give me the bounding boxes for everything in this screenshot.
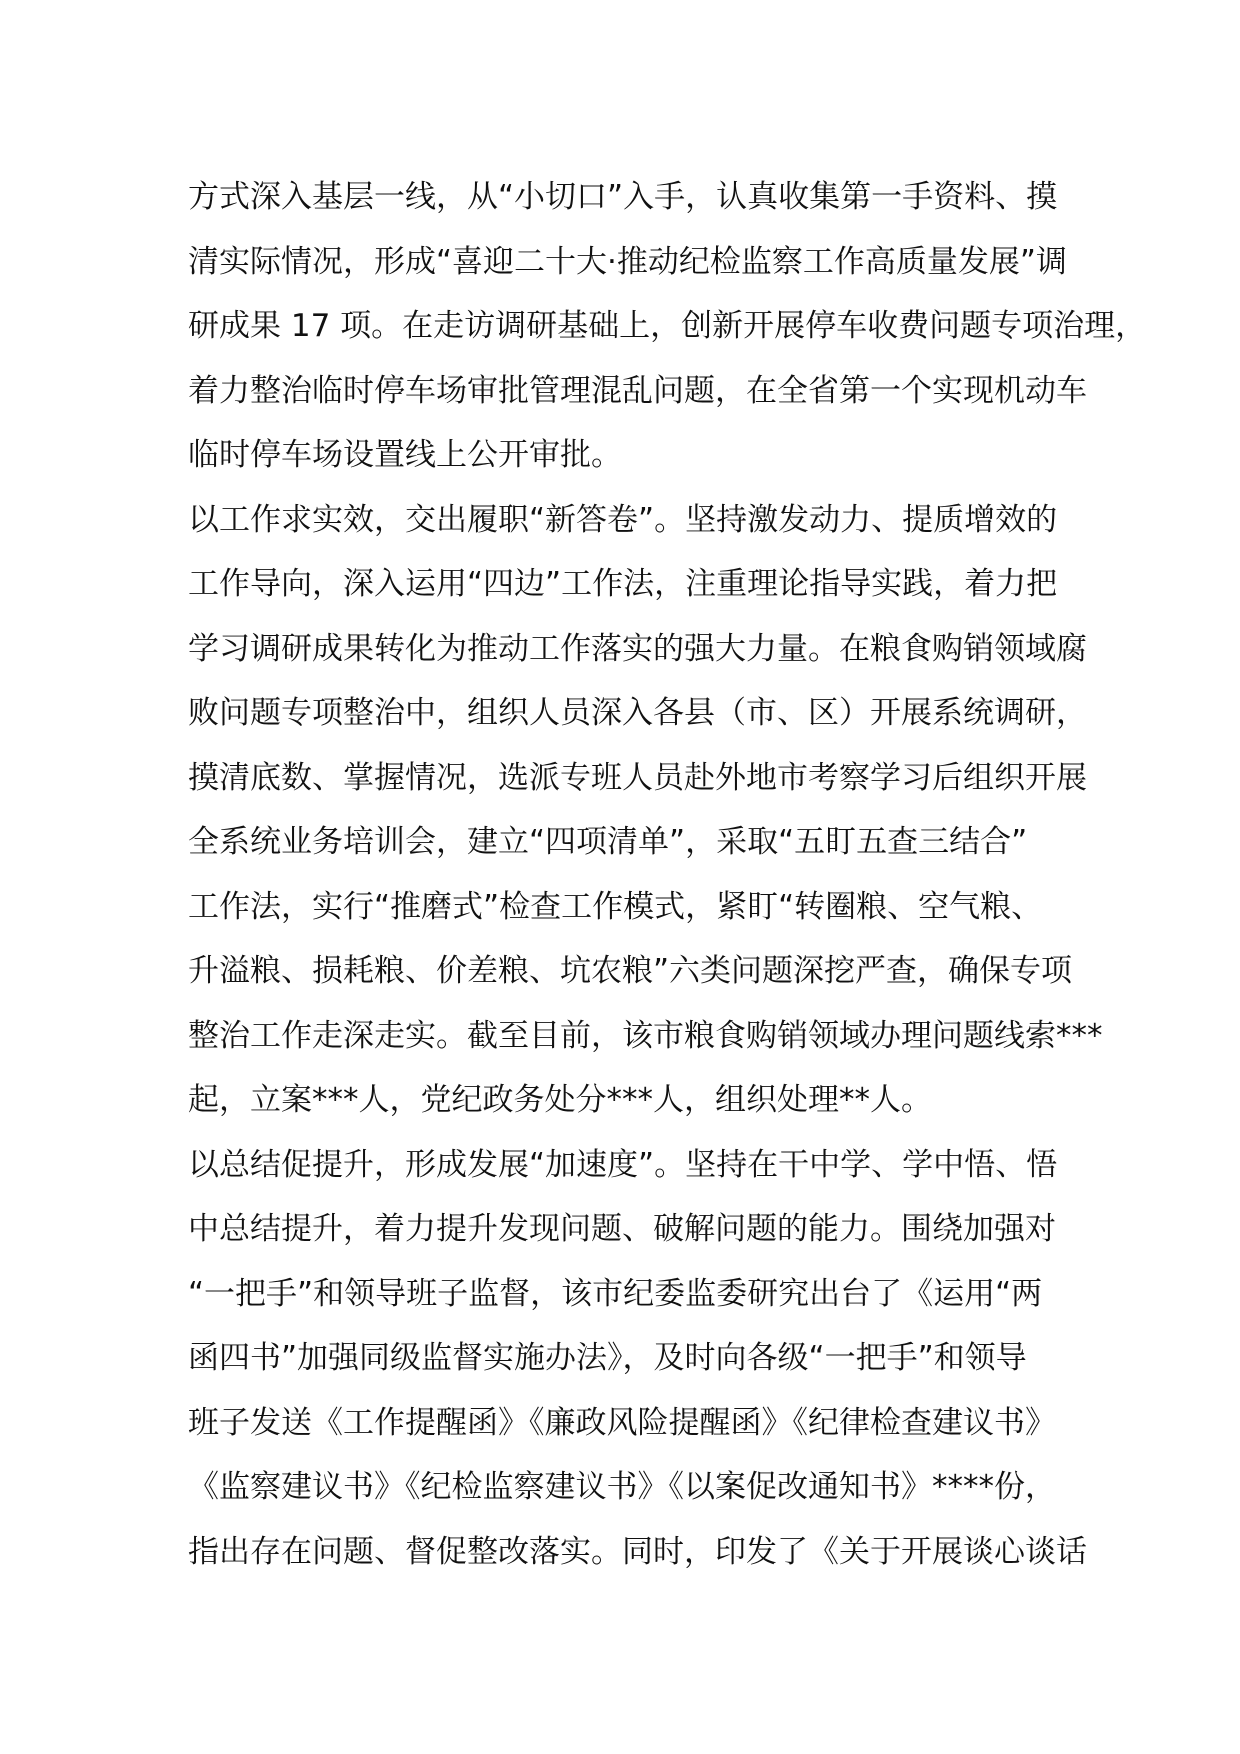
text-line: 败问题专项整治中，组织人员深入各县（市、区）开展系统调研，: [188, 695, 1087, 731]
text-line: 工作法，实行“推磨式”检查工作模式，紧盯“转圈粮、空气粮、: [188, 888, 1043, 925]
text-line: 以工作求实效，交出履职“新答卷”。坚持激发动力、提质增效的: [188, 501, 1058, 538]
text-line: “一把手”和领导班子监督，该市纪委监委研究出台了《运用“两: [188, 1275, 1043, 1312]
text-line: 着力整治临时停车场审批管理混乱问题，在全省第一个实现机动车: [188, 372, 1087, 409]
text-line: 临时停车场设置线上公开审批。: [188, 437, 622, 473]
text-line: 中总结提升，着力提升发现问题、破解问题的能力。围绕加强对: [188, 1211, 1056, 1247]
text-line: 清实际情况，形成“喜迎二十大·推动纪检监察工作高质量发展”调: [188, 243, 1067, 280]
text-line: 班子发送《工作提醒函》《廉政风险提醒函》《纪律检查建议书》: [188, 1404, 1056, 1441]
text-line: 《监察建议书》《纪检监察建议书》《以案促改通知书》****份，: [188, 1469, 1056, 1505]
text-line: 学习调研成果转化为推动工作落实的强大力量。在粮食购销领域腐: [188, 630, 1087, 667]
text-line: 摸清底数、掌握情况，选派专班人员赴外地市考察学习后组织开展: [188, 759, 1087, 796]
text-line: 整治工作走深走实。截至目前，该市粮食购销领域办理问题线索***: [188, 1017, 1103, 1054]
body-text: [188, 165, 1147, 1584]
text-line: 全系统业务培训会，建立“四项清单”，采取“五盯五查三结合”: [188, 824, 1028, 860]
text-line: 研成果 17 项。在走访调研基础上，创新开展停车收费问题专项治理，: [188, 308, 1147, 344]
text-line: 指出存在问题、督促整改落实。同时，印发了《关于开展谈心谈话: [188, 1533, 1087, 1570]
text-line: 函四书”加强同级监督实施办法》，及时向各级“一把手”和领导: [188, 1340, 1027, 1376]
text-line: 方式深入基层一线，从“小切口”入手，认真收集第一手资料、摸: [188, 179, 1058, 215]
text-line: 升溢粮、损耗粮、价差粮、坑农粮”六类问题深挖严查，确保专项: [188, 953, 1073, 989]
text-line: 起，立案***人，党纪政务处分***人，组织处理**人。: [188, 1082, 932, 1118]
text-line: 工作导向，深入运用“四边”工作法，注重理论指导实践，着力把: [188, 566, 1058, 602]
text-line: 以总结促提升，形成发展“加速度”。坚持在干中学、学中悟、悟: [188, 1146, 1058, 1183]
